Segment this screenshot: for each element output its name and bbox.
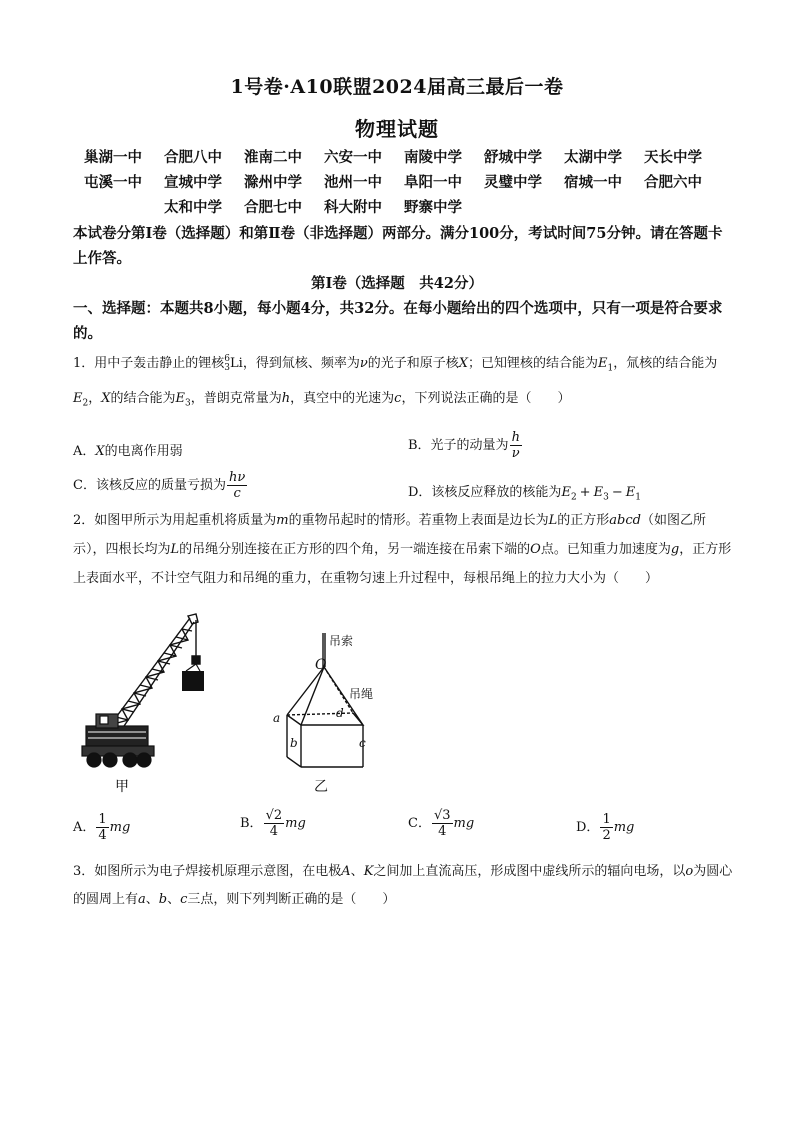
school-row-3 — [84, 194, 724, 219]
separator: 、 — [167, 892, 181, 907]
school-name: 淮南二中 — [244, 149, 302, 166]
school-name: 宣城中学 — [164, 174, 222, 191]
atomic-number: 3 — [224, 362, 231, 373]
frequency-symbol: ν — [359, 356, 368, 371]
numerator: h — [511, 430, 520, 445]
load-block — [182, 671, 204, 691]
light-speed-symbol: c — [394, 390, 402, 406]
q2-option-a — [73, 812, 130, 843]
mg-symbol: mg — [613, 820, 635, 835]
q1-text: ；已知锂核的结合能为 — [468, 356, 599, 371]
subscript: 3 — [185, 398, 191, 409]
denominator: 4 — [269, 824, 278, 839]
school-name: 六安一中 — [324, 149, 382, 166]
label-suspension-cable: 吊索 — [329, 634, 354, 648]
subject-title: 物理试题 — [355, 117, 439, 141]
x-symbol: X — [95, 444, 105, 459]
label-d: d — [336, 706, 344, 720]
q2-option-b — [240, 808, 306, 839]
school-name: 科大附中 — [324, 199, 382, 216]
school-name: 宿城一中 — [564, 174, 622, 191]
exam-title: 1号卷·A10联盟2024届高三最后一卷 — [230, 76, 564, 98]
point-c: c — [180, 892, 188, 907]
planck-symbol: h — [281, 390, 291, 406]
q3-text: 为圆心的圆周上有 — [73, 864, 733, 907]
q1-text: 的光子和原子核 — [367, 356, 459, 371]
option-text: B．光子的动量为 — [408, 438, 509, 453]
lithium-symbol: Li — [230, 356, 243, 371]
label-b: b — [290, 736, 298, 750]
q2-text: 的重物吊起时的情形。若重物上表面是边长为 — [288, 513, 549, 528]
mg-symbol: mg — [453, 816, 475, 831]
option-text: C．该核反应的质量亏损为 — [73, 478, 226, 493]
mg-symbol: mg — [285, 816, 306, 831]
q1-option-a — [73, 440, 183, 459]
option-label: B． — [240, 816, 263, 831]
subscript: 1 — [607, 363, 614, 374]
numerator: √3 — [433, 808, 451, 823]
label-c: c — [359, 736, 366, 750]
q2-option-d — [576, 812, 634, 843]
q3-text: 三点，则下列判断正确的是（ ） — [187, 892, 396, 907]
denominator: ν — [511, 446, 520, 461]
fraction — [227, 470, 247, 501]
label-rope: 吊绳 — [349, 687, 374, 701]
fraction — [600, 812, 612, 843]
mass-symbol: m — [276, 513, 289, 528]
q2-text: 2．如图甲所示为用起重机将质量为 — [73, 513, 277, 528]
question-2 — [73, 506, 733, 593]
q1-text: ，下列说法正确的是（ ） — [401, 390, 571, 406]
q1-option-d — [408, 481, 641, 503]
point-a: a — [138, 892, 146, 907]
denominator: 4 — [98, 828, 107, 843]
crane-figure — [78, 608, 213, 798]
q1-option-b — [408, 430, 523, 461]
x-symbol: X — [458, 356, 469, 371]
electrode-k: K — [363, 864, 374, 879]
school-name: 太和中学 — [164, 199, 222, 216]
numerator: hν — [228, 470, 246, 485]
fraction — [96, 812, 108, 843]
q1-text: ，普朗克常量为 — [190, 390, 282, 406]
school-name: 池州一中 — [324, 174, 382, 191]
school-name: 灵璧中学 — [484, 174, 542, 191]
point-b: b — [158, 892, 168, 907]
plus-sign: + — [579, 485, 591, 500]
energy-symbol: E — [175, 390, 186, 406]
q1-text: ，氚核的结合能为 — [613, 356, 718, 371]
subscript: 1 — [635, 492, 641, 503]
denominator: c — [233, 486, 241, 501]
q2-text: 的正方形 — [557, 513, 610, 528]
figure-label-jia: 甲 — [115, 779, 129, 795]
school-name: 合肥六中 — [644, 174, 702, 191]
electrode-a: A — [341, 864, 351, 879]
option-text: 的电离作用弱 — [104, 444, 183, 459]
school-name: 合肥八中 — [164, 149, 222, 166]
exam-instructions: 本试卷分第Ⅰ卷（选择题）和第Ⅱ卷（非选择题）两部分。满分100分，考试时间75分钟。请在答题卡上作答。 — [73, 225, 723, 267]
separator: 、 — [145, 892, 159, 907]
question-1 — [73, 349, 733, 418]
option-text: D．该核反应释放的核能为 — [408, 485, 562, 500]
numerator: 1 — [98, 812, 107, 827]
option-label: A． — [73, 820, 96, 835]
q3-text: 3．如图所示为电子焊接机原理示意图，在电极 — [73, 864, 342, 879]
school-name: 滁州中学 — [244, 174, 302, 191]
point-o-symbol: O — [530, 542, 541, 557]
q2-text: （如图乙所示），四根长均为 — [73, 513, 706, 557]
energy-symbol: E — [625, 485, 636, 500]
energy-symbol: E — [73, 390, 83, 406]
subscript: 2 — [82, 398, 89, 409]
school-name: 南陵中学 — [404, 149, 462, 166]
q1-option-c — [73, 470, 248, 501]
section-description: 一、选择题：本题共8小题，每小题4分，共32分。在每小题给出的四个选项中，只有一项是符合要求的。 — [73, 300, 723, 342]
fraction — [510, 430, 522, 461]
fraction — [264, 808, 285, 839]
q3-text: 之间加上直流高压，形成图中虚线所示的辐向电场，以 — [373, 864, 686, 879]
question-3 — [73, 858, 733, 914]
energy-symbol: E — [593, 485, 604, 500]
label-a: a — [273, 711, 281, 725]
mg-symbol: mg — [109, 820, 131, 835]
school-name: 舒城中学 — [484, 149, 542, 166]
q1-text: ， — [88, 390, 102, 406]
q2-option-c — [408, 808, 474, 839]
mass-number: 6 — [224, 353, 231, 364]
numerator: √2 — [265, 808, 283, 823]
school-name: 天长中学 — [644, 149, 702, 166]
denominator: 2 — [602, 828, 611, 843]
rope-box-figure — [265, 625, 405, 795]
option-label: C． — [408, 816, 431, 831]
q1-text: ，真空中的光速为 — [290, 390, 395, 406]
fraction — [432, 808, 453, 839]
minus-sign: − — [611, 485, 623, 500]
school-name: 太湖中学 — [564, 149, 622, 166]
q2-text: 的吊绳分别连接在正方形的四个角，另一端连接在吊索下端的 — [179, 542, 531, 557]
x-symbol: X — [101, 390, 111, 406]
school-row-2 — [84, 169, 724, 194]
center-o: o — [685, 864, 694, 879]
numerator: 1 — [602, 812, 611, 827]
q1-text: ，得到氚核、频率为 — [242, 356, 360, 371]
subscript: 2 — [570, 492, 577, 503]
school-name: 屯溪一中 — [84, 174, 142, 191]
option-label: A． — [73, 444, 96, 459]
q1-text: 1．用中子轰击静止的锂核 — [73, 356, 225, 371]
figure-label-yi: 乙 — [314, 779, 328, 795]
q1-text: 的结合能为 — [110, 390, 176, 406]
section-title: 第Ⅰ卷（选择题 共42分） — [311, 275, 483, 292]
option-label: D． — [576, 820, 600, 835]
school-list — [84, 144, 724, 219]
label-point-o: O — [315, 657, 327, 673]
subscript: 3 — [603, 492, 609, 503]
separator: 、 — [350, 864, 364, 879]
q2-text: 点。已知重力加速度为 — [540, 542, 671, 557]
q2-text: ，正方形上表面水平，不计空气阻力和吊绳的重力，在重物匀速上升过程中，每根吊绳上的拉力大小为（ ） — [73, 542, 732, 586]
square-label: abcd — [609, 513, 641, 528]
school-row-1 — [84, 144, 724, 169]
gravity-symbol: g — [670, 542, 680, 557]
energy-symbol: E — [561, 485, 571, 500]
length-symbol: L — [170, 542, 180, 557]
energy-symbol: E — [598, 356, 608, 371]
school-name: 野寨中学 — [404, 199, 462, 216]
school-name: 巢湖一中 — [84, 149, 142, 166]
length-symbol: L — [548, 513, 558, 528]
school-name: 合肥七中 — [244, 199, 302, 216]
school-name: 阜阳一中 — [404, 174, 462, 191]
denominator: 4 — [438, 824, 447, 839]
